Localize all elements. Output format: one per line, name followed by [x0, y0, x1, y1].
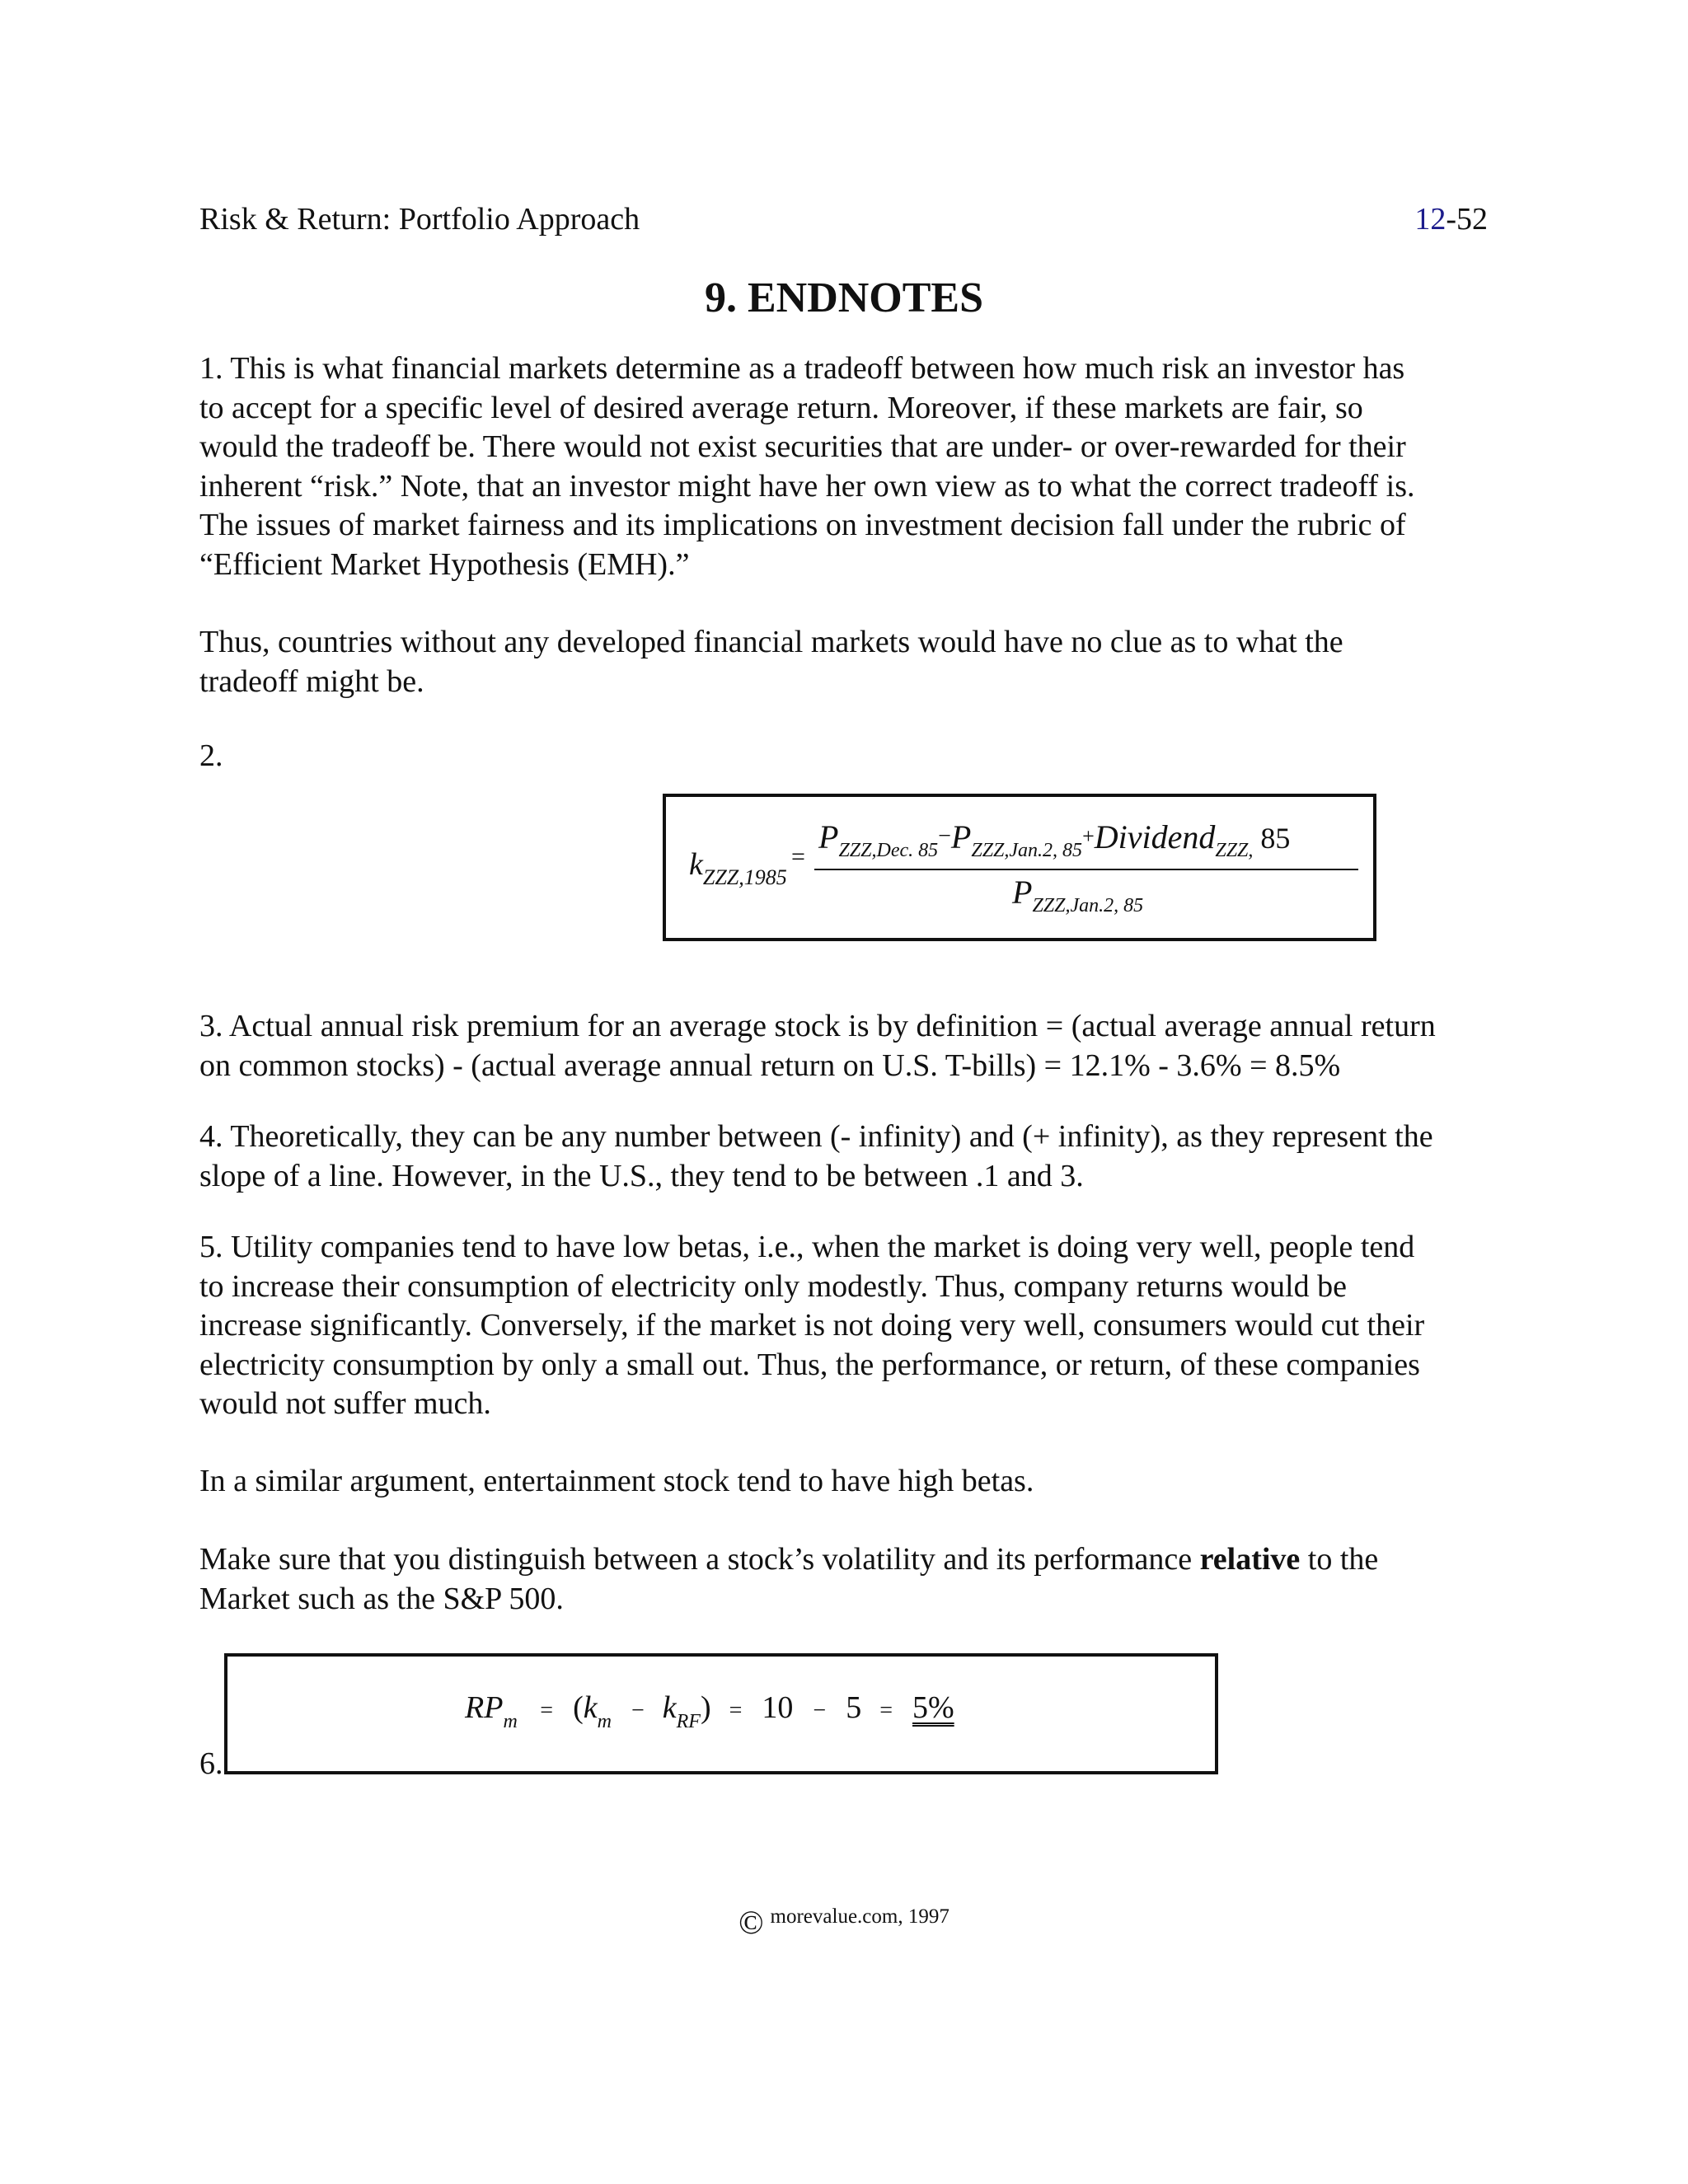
- symbol-k-m: k: [583, 1690, 598, 1725]
- symbol-k: k: [689, 847, 703, 882]
- risk-premium-result: 5%: [912, 1690, 954, 1725]
- endnote-1-followup-line: tradeoff might be.: [199, 663, 424, 699]
- endnote-1-followup-line: Thus, countries without any developed financial markets would have no clue as to what the: [199, 625, 1343, 659]
- page-suffix: -52: [1446, 202, 1488, 237]
- endnote-5-distinguish-line: [199, 1540, 1518, 1580]
- endnote-6-label: 6.: [199, 1746, 223, 1781]
- endnote-5-followup-line: In a similar argument, entertainment stock tend to have high betas.: [199, 1464, 1034, 1498]
- plus-sign: +: [1082, 824, 1095, 848]
- subscript-zzz: ZZZ,: [1215, 840, 1254, 861]
- endnote-1-line: 1. This is what financial markets determine as a tradeoff between how much risk an investor has: [199, 351, 1405, 386]
- endnote-1-line: would the tradeoff be. There would not exist securities that are under- or over-rewarded for their: [199, 429, 1406, 464]
- copyright-icon: ©: [738, 1904, 764, 1942]
- formula-numerator: [818, 818, 1291, 861]
- section-title: 9. ENDNOTES: [704, 274, 984, 321]
- endnote-5-distinguish: [199, 1540, 1518, 1619]
- endnote-5-line: to increase their consumption of electricity only modestly. Thus, company returns would be: [199, 1268, 1347, 1304]
- footer: [0, 1904, 1688, 1942]
- endnote-5-line: would not suffer much.: [199, 1386, 491, 1421]
- subscript-zzz-1985: ZZZ,1985: [702, 865, 787, 889]
- endnote-1: [199, 349, 1518, 584]
- endnote-5-line: 5. Utility companies tend to have low betas, i.e., when the market is doing very well, people tend: [199, 1230, 1415, 1264]
- endnote-3-line: 3. Actual annual risk premium for an average stock is by definition = (actual average annual return: [199, 1009, 1436, 1043]
- dividend-year: 85: [1253, 822, 1291, 855]
- subscript-zzz-jan-85: ZZZ,Jan.2, 85: [971, 840, 1083, 861]
- endnote-1-line: to accept for a specific level of desired average return. Moreover, if these markets are fair, so: [199, 390, 1363, 425]
- equals-sign: =: [879, 1698, 893, 1723]
- subscript-zzz-dec-85: ZZZ,Dec. 85: [838, 840, 939, 861]
- endnote-3: [199, 1007, 1518, 1085]
- chapter-number: 12: [1414, 202, 1447, 237]
- running-header-title: Risk & Return: Portfolio Approach: [199, 202, 640, 237]
- minus-sign: −: [631, 1698, 645, 1723]
- minus-sign: −: [938, 823, 951, 849]
- endnote-4-line: slope of a line. However, in the U.S., they tend to be between .1 and 3.: [199, 1158, 1084, 1193]
- subscript-zzz-jan-85-den: ZZZ,Jan.2, 85: [1032, 895, 1144, 916]
- endnote-4-line: 4. Theoretically, they can be any number between (- infinity) and (+ infinity), as they represent the: [199, 1119, 1433, 1154]
- equals-sign: =: [540, 1698, 554, 1723]
- equals-sign: =: [729, 1698, 743, 1723]
- formula-box-return: [663, 794, 1376, 941]
- symbol-p-jan: P: [950, 818, 972, 855]
- risk-premium-formula: [465, 1690, 954, 1732]
- fraction-bar: [814, 869, 1358, 870]
- formula-lhs: [689, 846, 787, 889]
- endnote-5-distinguish-line: Market such as the S&P 500.: [199, 1581, 564, 1616]
- endnote-1-followup: [199, 623, 1518, 701]
- relative-emphasis: relative: [1199, 1542, 1301, 1577]
- endnote-2-label: 2.: [199, 738, 223, 773]
- distinguish-text-end: to the: [1300, 1542, 1379, 1577]
- endnote-1-line: The issues of market fairness and its implications on investment decision fall under the rubric of: [199, 508, 1406, 542]
- distinguish-text: Make sure that you distinguish between a stock’s volatility and its performance: [199, 1542, 1200, 1577]
- open-paren: (: [573, 1690, 584, 1725]
- symbol-p-dec: P: [818, 818, 839, 855]
- subscript-m: m: [503, 1711, 518, 1732]
- value-km: 10: [762, 1690, 794, 1725]
- close-paren: ): [700, 1690, 711, 1725]
- value-krf: 5: [846, 1690, 862, 1725]
- formula-denominator: [1012, 873, 1144, 916]
- symbol-dividend: Dividend: [1094, 818, 1216, 855]
- endnote-1-line: inherent “risk.” Note, that an investor might have her own view as to what the correct tradeoff is.: [199, 468, 1415, 504]
- formula-box-risk-premium: [224, 1653, 1218, 1774]
- endnote-1-line: “Efficient Market Hypothesis (EMH).”: [199, 546, 690, 582]
- footer-text: morevalue.com, 1997: [770, 1905, 950, 1928]
- symbol-k-rf: k: [662, 1690, 677, 1725]
- endnote-5-line: electricity consumption by only a small out. Thus, the performance, or return, of these companies: [199, 1347, 1420, 1382]
- symbol-p-denominator: P: [1012, 874, 1033, 911]
- endnote-3-line: on common stocks) - (actual average annual return on U.S. T-bills) = 12.1% - 3.6% = 8.5%: [199, 1047, 1341, 1083]
- page-number: [1414, 199, 1488, 239]
- endnote-5-followup: [199, 1462, 1518, 1502]
- equals-sign: =: [791, 843, 805, 870]
- subscript-rf: RF: [676, 1711, 701, 1732]
- subscript-m: m: [597, 1711, 612, 1732]
- symbol-rp: RP: [465, 1690, 504, 1725]
- endnote-5-line: increase significantly. Conversely, if the market is not doing very well, consumers would cut their: [199, 1308, 1425, 1343]
- minus-sign: −: [813, 1698, 827, 1723]
- endnote-4: [199, 1118, 1518, 1196]
- endnote-5: [199, 1228, 1518, 1424]
